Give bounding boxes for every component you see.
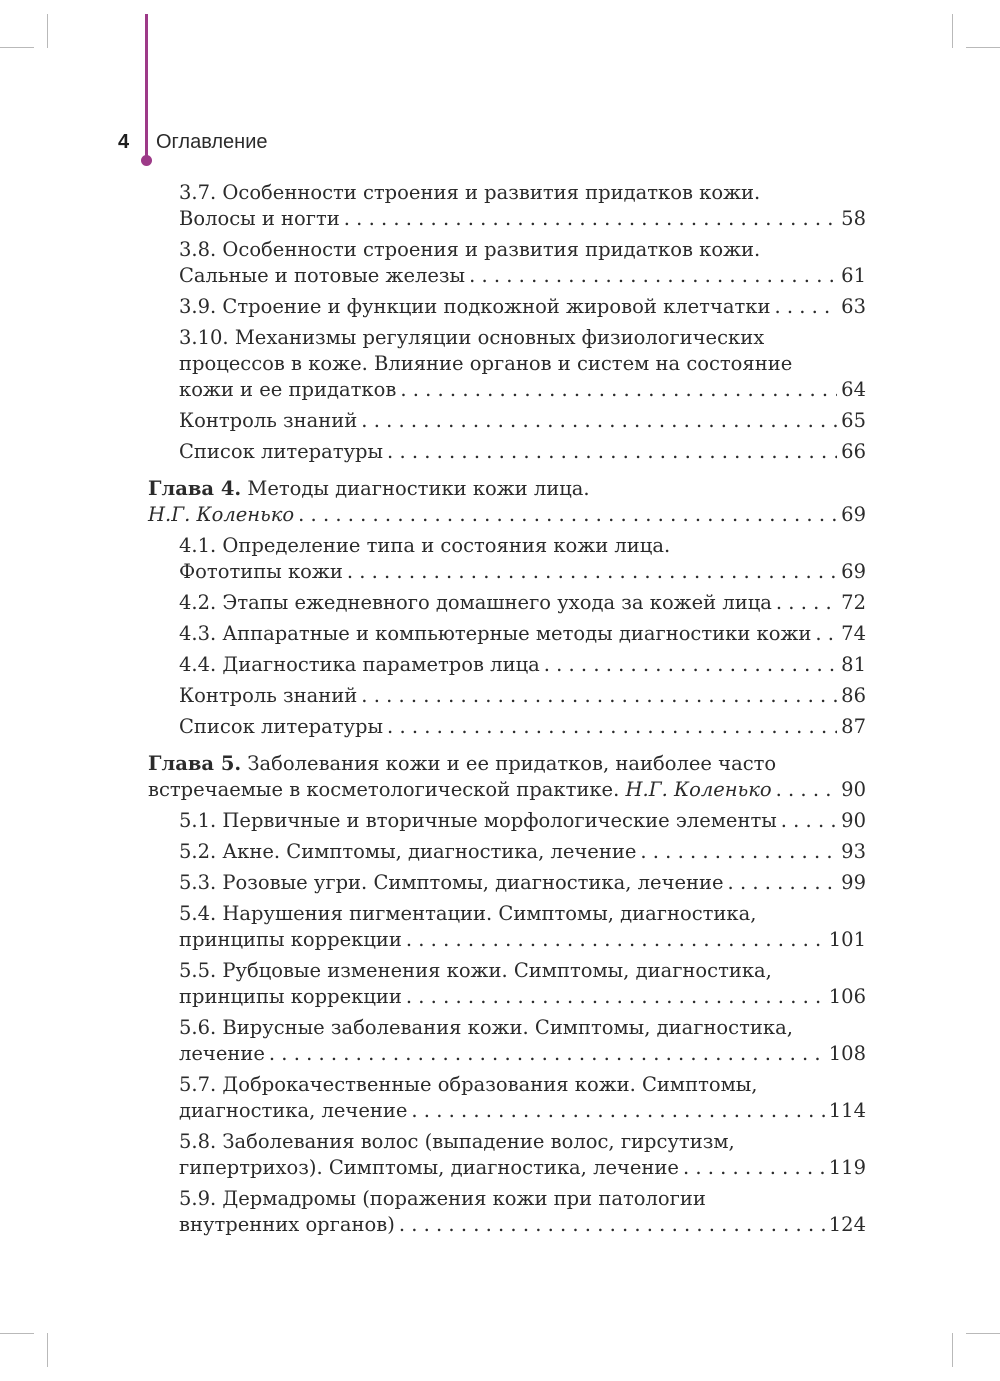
toc-page-number: 90 — [841, 809, 866, 832]
toc-entry-text: 3.8. Особенности строения и развития придатков кожи. — [179, 238, 761, 261]
toc-page-number: 58 — [841, 207, 866, 230]
leader-dots — [544, 652, 837, 678]
leader-dots — [776, 590, 837, 616]
toc-entry-text: лечение — [179, 1042, 265, 1065]
leader-dots — [815, 621, 837, 647]
toc-chapter-4[interactable] — [148, 476, 866, 528]
leader-dots — [411, 1098, 824, 1124]
toc-page-number: 101 — [828, 928, 866, 951]
leader-dots — [406, 984, 825, 1010]
toc-entry-5-6[interactable] — [179, 1015, 866, 1067]
toc-entry-3-8[interactable] — [179, 237, 866, 289]
toc-entry-text: Контроль знаний — [179, 684, 358, 707]
crop-mark — [952, 14, 953, 48]
toc-entry-3-10[interactable] — [179, 325, 866, 403]
running-title: Оглавление — [156, 131, 268, 153]
toc-entry-text: 4.2. Этапы ежедневного домашнего ухода за кожей лица — [179, 591, 772, 614]
leader-dots — [399, 1212, 825, 1238]
crop-mark — [966, 1333, 1000, 1334]
toc-entry-text: 5.5. Рубцовые изменения кожи. Симптомы, диагностика, — [179, 959, 772, 982]
leader-dots — [776, 777, 838, 803]
leader-dots — [683, 1155, 825, 1181]
toc-entry-5-8[interactable] — [179, 1129, 866, 1181]
header-accent-line — [145, 14, 148, 160]
toc-entry-4-3[interactable] — [179, 621, 866, 647]
crop-mark — [47, 1333, 48, 1367]
chapter-author: Н.Г. Коленько — [625, 778, 772, 801]
chapter-title: Заболевания кожи и ее придатков, наиболее часто — [247, 752, 777, 775]
toc-entry-text: гипертрихоз). Симптомы, диагностика, лечение — [179, 1156, 679, 1179]
leader-dots — [728, 870, 838, 896]
toc-page-number: 61 — [841, 264, 866, 287]
leader-dots — [400, 377, 837, 403]
toc-page-number: 99 — [841, 871, 866, 894]
crop-mark — [952, 1333, 953, 1367]
toc-entry-text: процессов в коже. Влияние органов и систем на состояние — [179, 352, 793, 375]
toc-page-number: 90 — [841, 778, 866, 801]
toc-entry-text: Контроль знаний — [179, 409, 358, 432]
toc-entry-text: принципы коррекции — [179, 985, 402, 1008]
toc-entry-text: 3.9. Строение и функции подкожной жировой клетчатки — [179, 295, 771, 318]
toc-entry-5-4[interactable] — [179, 901, 866, 953]
leader-dots — [781, 808, 837, 834]
toc-entry-5-1[interactable] — [179, 808, 866, 834]
leader-dots — [469, 263, 837, 289]
toc-entry-text: 3.10. Механизмы регуляции основных физиологических — [179, 326, 765, 349]
toc-page-number: 119 — [828, 1156, 866, 1179]
crop-mark — [966, 47, 1000, 48]
toc-page-number: 114 — [828, 1099, 866, 1122]
toc-entry-knowledge-check[interactable] — [179, 683, 866, 709]
toc-entry-text: 5.7. Доброкачественные образования кожи. Симптомы, — [179, 1073, 758, 1096]
toc-entry-text: Волосы и ногти — [179, 207, 340, 230]
toc-page-number: 66 — [841, 440, 866, 463]
toc-entry-text: Список литературы — [179, 440, 384, 463]
toc-entry-references[interactable] — [179, 714, 866, 740]
toc-entry-text: кожи и ее придатков — [179, 378, 397, 401]
toc-entry-text: 5.2. Акне. Симптомы, диагностика, лечение — [179, 840, 637, 863]
toc-entry-text: 3.7. Особенности строения и развития придатков кожи. — [179, 181, 761, 204]
toc-chapter-5[interactable] — [148, 751, 866, 803]
toc-entry-text: 5.9. Дермадромы (поражения кожи при патологии — [179, 1187, 706, 1210]
toc-entry-3-9[interactable] — [179, 294, 866, 320]
toc-page-number: 93 — [841, 840, 866, 863]
toc-page-number: 87 — [841, 715, 866, 738]
toc-entry-text: Фототипы кожи — [179, 560, 343, 583]
toc-entry-text: принципы коррекции — [179, 928, 402, 951]
toc-page-number: 63 — [841, 295, 866, 318]
page-number: 4 — [118, 131, 130, 153]
chapter-author: Н.Г. Коленько — [148, 503, 295, 526]
leader-dots — [387, 714, 837, 740]
toc-entry-5-7[interactable] — [179, 1072, 866, 1124]
toc-page-number: 106 — [828, 985, 866, 1008]
toc-entry-text: Сальные и потовые железы — [179, 264, 466, 287]
leader-dots — [640, 839, 837, 865]
crop-mark — [0, 1333, 34, 1334]
header-accent-dot — [141, 155, 152, 166]
toc-entry-text: 4.4. Диагностика параметров лица — [179, 653, 540, 676]
chapter-title: встречаемые в косметологической практике. — [148, 778, 620, 801]
toc-entry-text: 5.1. Первичные и вторичные морфологические элементы — [179, 809, 777, 832]
leader-dots — [347, 559, 837, 585]
leader-dots — [387, 439, 837, 465]
toc-entry-knowledge-check[interactable] — [179, 408, 866, 434]
toc-entry-4-2[interactable] — [179, 590, 866, 616]
toc-entry-4-4[interactable] — [179, 652, 866, 678]
toc-entry-text: диагностика, лечение — [179, 1099, 408, 1122]
toc-entry-text: внутренних органов) — [179, 1213, 395, 1236]
toc-entry-text: 4.1. Определение типа и состояния кожи лица. — [179, 534, 671, 557]
crop-mark — [0, 47, 34, 48]
leader-dots — [361, 683, 837, 709]
leader-dots — [344, 206, 837, 232]
toc-entry-text: 5.3. Розовые угри. Симптомы, диагностика, лечение — [179, 871, 724, 894]
toc-entry-text: 5.6. Вирусные заболевания кожи. Симптомы, диагностика, — [179, 1016, 793, 1039]
toc-entry-references[interactable] — [179, 439, 866, 465]
crop-mark — [47, 14, 48, 48]
toc-page-number: 108 — [828, 1042, 866, 1065]
toc-page-number: 65 — [841, 409, 866, 432]
chapter-label: Глава 5. — [148, 752, 242, 775]
toc-entry-5-3[interactable] — [179, 870, 866, 896]
leader-dots — [406, 927, 825, 953]
leader-dots — [269, 1041, 825, 1067]
table-of-contents — [148, 180, 866, 1238]
toc-entry-text: 4.3. Аппаратные и компьютерные методы диагностики кожи — [179, 622, 812, 645]
leader-dots — [298, 502, 837, 528]
toc-page-number: 86 — [841, 684, 866, 707]
leader-dots — [774, 294, 837, 320]
toc-entry-3-7[interactable] — [179, 180, 866, 232]
toc-page-number: 69 — [841, 503, 866, 526]
leader-dots — [361, 408, 837, 434]
toc-page-number: 124 — [828, 1213, 866, 1236]
toc-entry-5-9[interactable] — [179, 1186, 866, 1238]
toc-page-number: 69 — [841, 560, 866, 583]
toc-entry-text: 5.4. Нарушения пигментации. Симптомы, диагностика, — [179, 902, 757, 925]
chapter-label: Глава 4. — [148, 477, 242, 500]
chapter-title: Методы диагностики кожи лица. — [247, 477, 590, 500]
toc-page-number: 64 — [841, 378, 866, 401]
toc-entry-5-2[interactable] — [179, 839, 866, 865]
toc-entry-text: Список литературы — [179, 715, 384, 738]
toc-page-number: 72 — [841, 591, 866, 614]
toc-entry-text: 5.8. Заболевания волос (выпадение волос, гирсутизм, — [179, 1130, 735, 1153]
toc-entry-4-1[interactable] — [179, 533, 866, 585]
toc-entry-5-5[interactable] — [179, 958, 866, 1010]
toc-page-number: 81 — [841, 653, 866, 676]
toc-page-number: 74 — [841, 622, 866, 645]
